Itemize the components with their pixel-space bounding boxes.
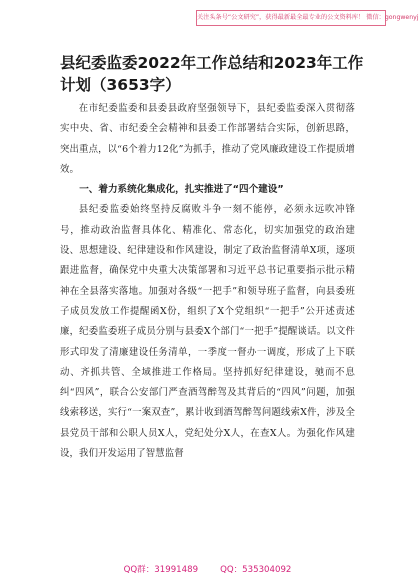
header-banner: 关注头条号“公文研究”，获得最新最全最专业的公文资料库！ 微信：gongwenyj [196, 10, 386, 26]
section-heading: 一、着力系统化集成化，扎实推进了“四个建设” [79, 184, 284, 196]
intro-paragraph: 在市纪委监委和县委县政府坚强领导下，县纪委监委深入贯彻落实中央、省、市纪委全会精神和县委工作部署结合实际，创新思路，突出重点，以“6个着力12化”为抓手，推动了党风廉政建设工作提质增效。 [60, 103, 355, 175]
footer-qq-number: QQ：535304092 [220, 565, 292, 575]
footer-contact [60, 563, 355, 575]
document-title: 县纪委监委2022年工作总结和2023年工作计划（3653字） [60, 54, 364, 94]
footer-qq-group: QQ群：31991489 [123, 565, 199, 575]
document-body [60, 99, 355, 464]
section-paragraph: 县纪委监委始终坚持反腐败斗争一刻不能停，必须永远吹冲锋号，推动政治监督具体化、精准化、常态化，切实加强党的政治建设、思想建设、纪律建设和作风建设，制定了政治监督清单X项，逐项跟进监督，确保党中央重大决策部署和习近平总书记重要指示批示精神在全县落实落地。加强对各级“一把手”和领导班子监督，向县委班子成员发放工作提醒函X份，组织了X个党组织“一把手”公开述责述廉，纪委监委班子成员分别与县委X个部门“一把手”提醒谈话。以文件形式印发了清廉建设任务清单，一季度一督办一调度，形成了上下联动、齐抓共管、全域推进工作格局。坚持抓好纪律建设，驰而不息纠“四风”，联合公安部门严查酒驾醉驾及其背后的“四风”问题，加强线索移送，实行“一案双查”，累计收到酒驾醉驾问题线索X件，涉及全县党员干部和公职人员X人，党纪处分X人，在查X人。为强化作风建设，我们开发运用了智慧监督 [60, 204, 355, 460]
